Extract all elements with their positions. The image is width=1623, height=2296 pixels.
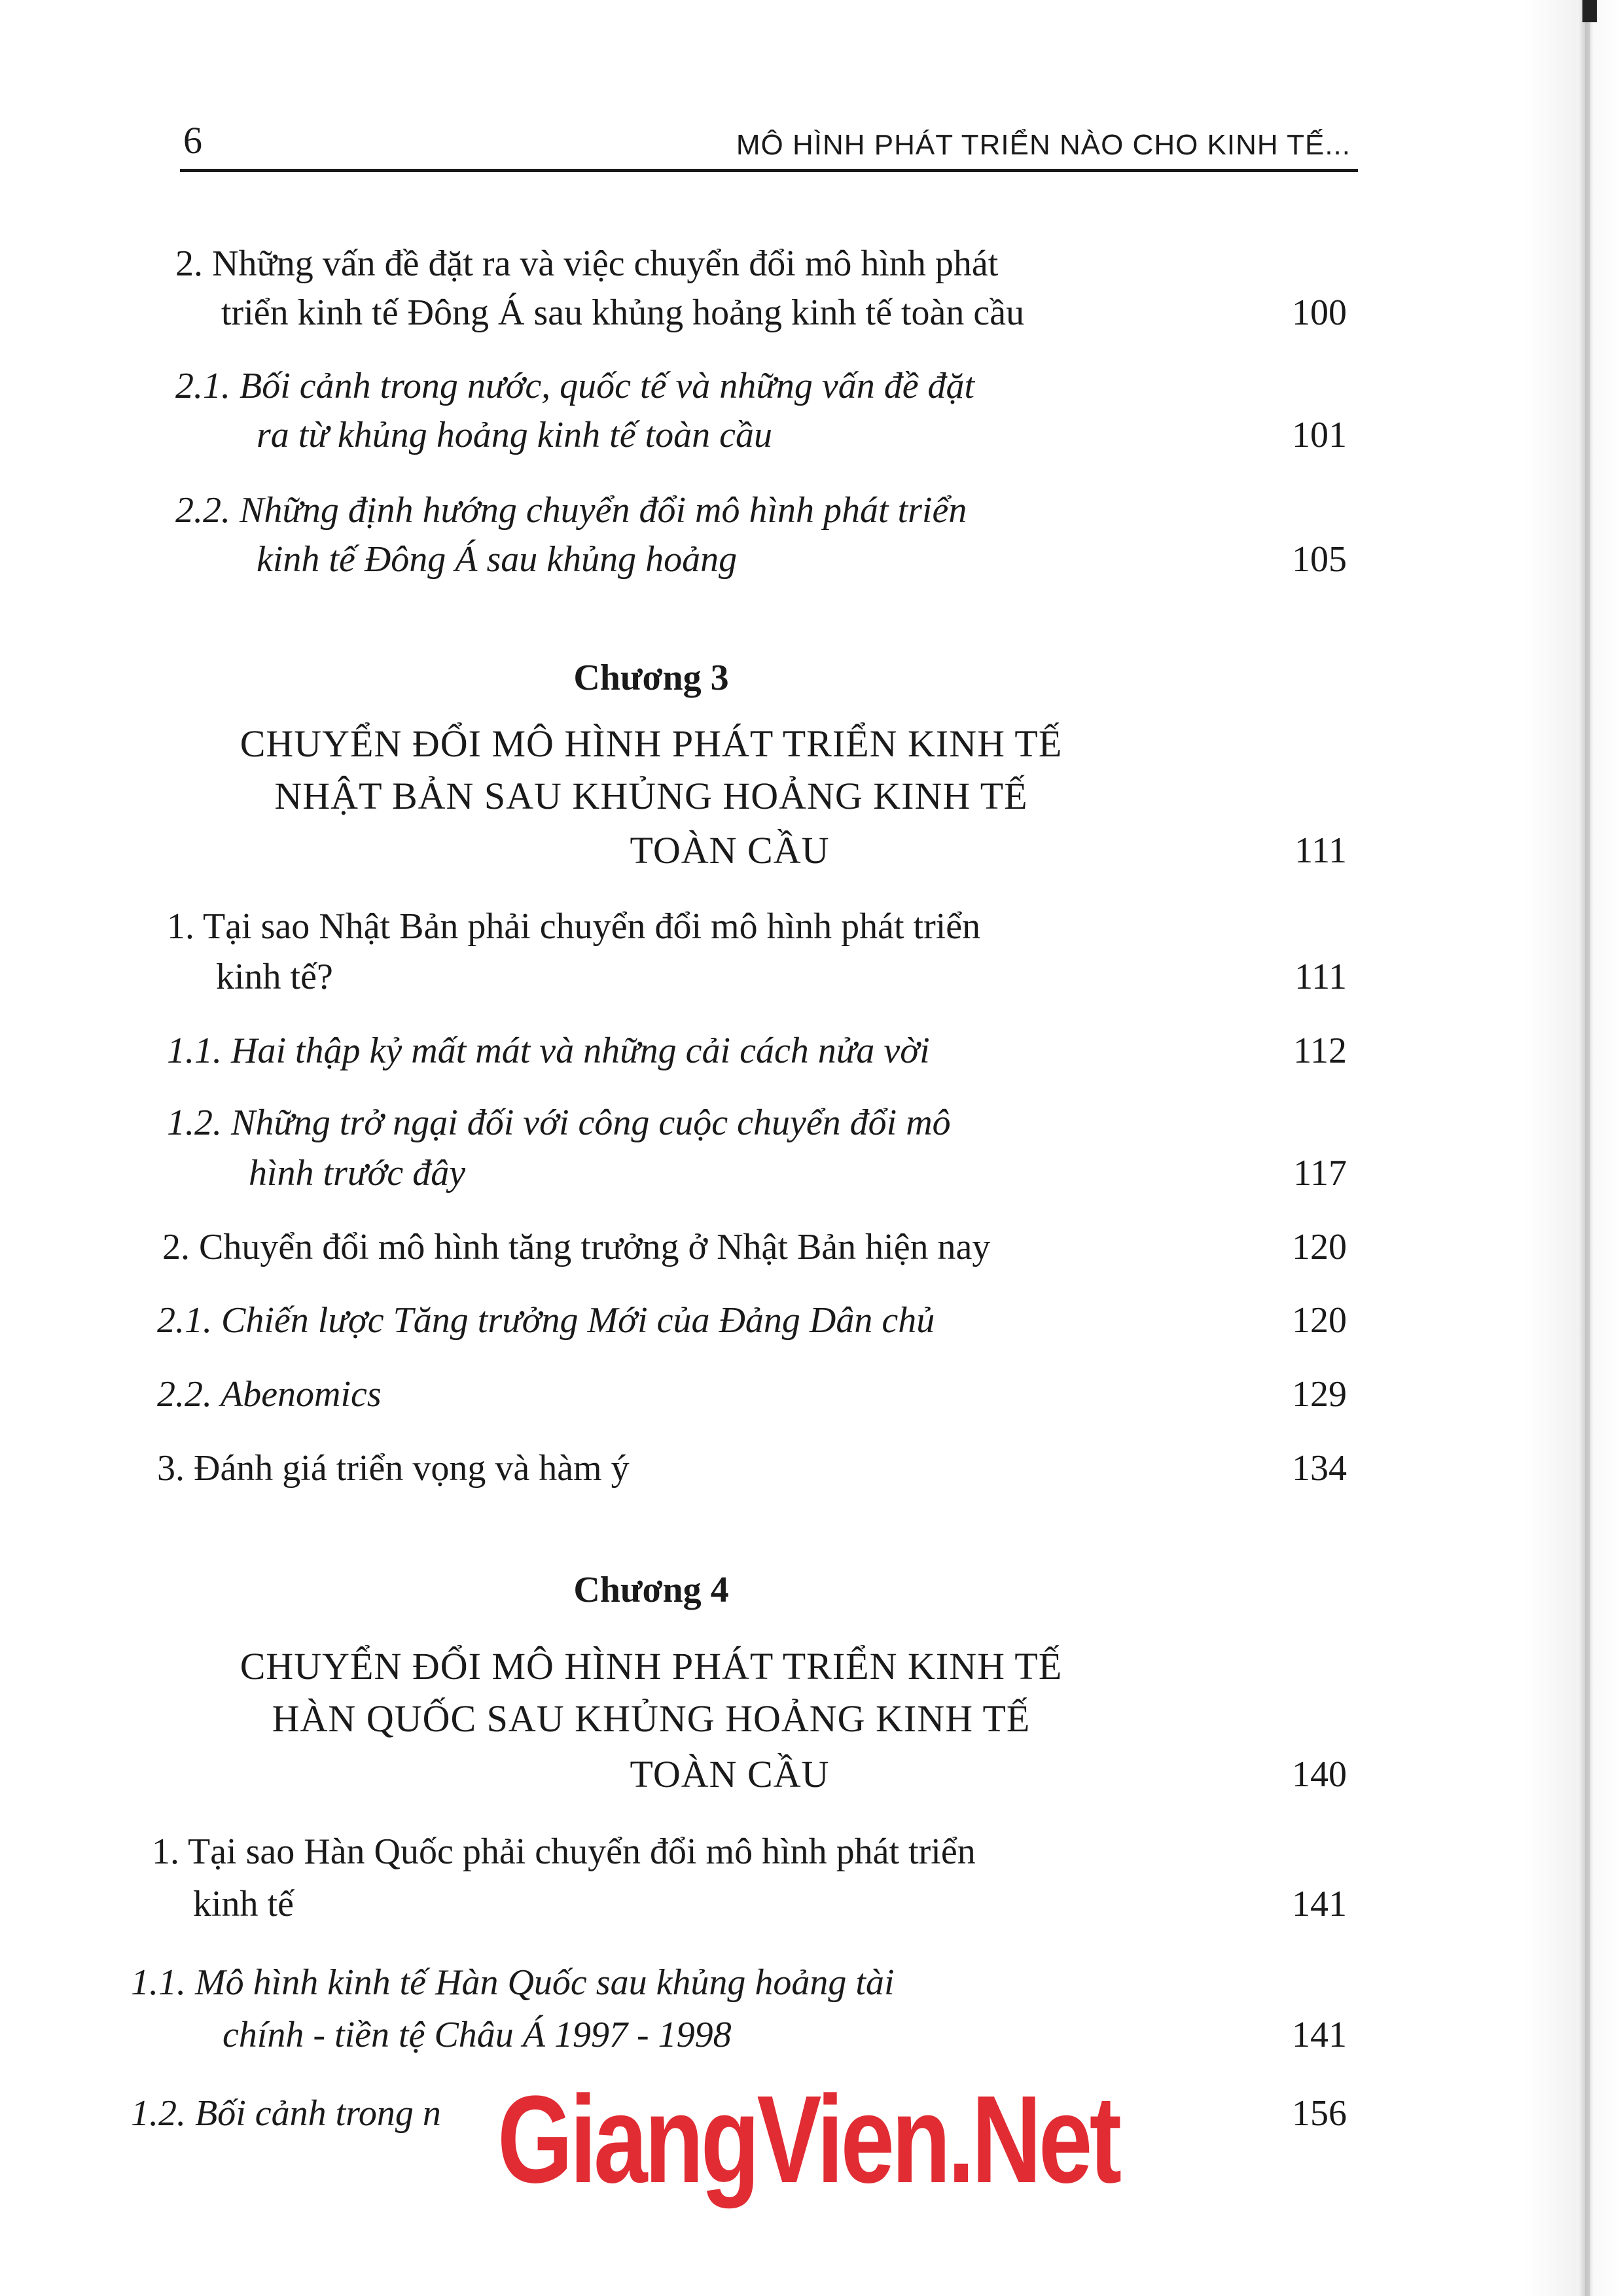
toc-c3-1-line1 (167, 902, 1358, 951)
toc-entry-text: 1.1. Hai thập kỷ mất mát và những cải cách nửa vời (167, 1031, 930, 1071)
header-rule (180, 169, 1358, 172)
toc-page-number: 112 (1293, 1031, 1347, 1071)
page-number: 6 (183, 119, 202, 162)
chapter-4-title-line3: TOÀN CẦU (630, 1753, 830, 1795)
running-title: MÔ HÌNH PHÁT TRIỂN NÀO CHO KINH TẾ... (736, 129, 1351, 161)
toc-entry-text: 2. Những vấn đề đặt ra và việc chuyển đổi mô hình phát (175, 243, 999, 284)
toc-entry-text: kinh tế? (216, 957, 333, 997)
toc-c4-1-1-line2 (223, 2010, 1347, 2060)
toc-entry-text: 2.2. Abenomics (157, 1374, 382, 1415)
toc-entry-2-2-line1 (175, 486, 1366, 535)
corner-mark (1582, 0, 1597, 22)
toc-c3-1-1 (167, 1026, 1347, 1076)
toc-entry-text: 2.1. Bối cảnh trong nước, quốc tế và những vấn đề đặt (175, 366, 975, 406)
book-spine-line (1585, 0, 1590, 2296)
toc-entry-text: kinh tế (193, 1884, 294, 1924)
toc-c4-1-line1 (152, 1827, 1343, 1877)
toc-c4-1-line2 (193, 1879, 1347, 1929)
toc-entry-text: triển kinh tế Đông Á sau khủng hoảng kinh tế toàn cầu (221, 292, 1025, 333)
toc-entry-2-line1 (175, 239, 1366, 289)
chapter-3-title-line2: NHẬT BẢN SAU KHỦNG HOẢNG KINH TẾ (274, 775, 1028, 817)
toc-entry-text: kinh tế Đông Á sau khủng hoảng (257, 539, 738, 580)
toc-entry-text: 1.1. Mô hình kinh tế Hàn Quốc sau khủng hoảng tài (131, 1962, 895, 2003)
toc-page-number: 141 (1292, 2015, 1347, 2055)
toc-c3-1-line2 (216, 952, 1347, 1002)
toc-page-number: 120 (1292, 1227, 1347, 1267)
toc-entry-text: 2.2. Những định hướng chuyển đổi mô hình phát triển (175, 490, 967, 531)
toc-c3-3 (157, 1443, 1347, 1493)
chapter-4-title-line1: CHUYỂN ĐỔI MÔ HÌNH PHÁT TRIỂN KINH TẾ (240, 1645, 1063, 1687)
toc-entry-text: 3. Đánh giá triển vọng và hàm ý (157, 1448, 630, 1489)
toc-entry-text: hình trước đây (249, 1153, 466, 1193)
chapter-3-label: Chương 3 (573, 658, 729, 698)
watermark-logo: GiangVien.Net (497, 2070, 1119, 2209)
page-header (177, 118, 1355, 183)
toc-entry-2-1-line1 (175, 361, 1366, 411)
toc-c3-2-1 (157, 1296, 1347, 1345)
toc-page-number: 141 (1292, 1884, 1347, 1924)
toc-entry-text: 2. Chuyển đổi mô hình tăng trưởng ở Nhật Bản hiện nay (162, 1227, 991, 1267)
toc-entry-2-1-line2 (257, 410, 1347, 460)
chapter-3-title-line1: CHUYỂN ĐỔI MÔ HÌNH PHÁT TRIỂN KINH TẾ (240, 722, 1063, 765)
toc-entry-2-2-line2 (257, 535, 1347, 584)
toc-entry-text: 2.1. Chiến lược Tăng trưởng Mới của Đảng Dân chủ (157, 1300, 935, 1341)
toc-page-number: 101 (1292, 415, 1347, 455)
toc-c3-1-2-line1 (167, 1098, 1358, 1148)
toc-page-number: 111 (1294, 830, 1347, 871)
toc-page-number: 134 (1292, 1448, 1347, 1489)
toc-page-number: 140 (1292, 1754, 1347, 1795)
page-edge-shadow (1525, 0, 1623, 2296)
toc-entry-text: 1.2. Những trở ngại đối với công cuộc chuyển đổi mô (167, 1103, 951, 1143)
toc-entry-text: 1.2. Bối cảnh trong n (131, 2093, 441, 2134)
chapter-3-title-line3: TOÀN CẦU (630, 829, 830, 872)
chapter-4-label: Chương 4 (573, 1570, 729, 1610)
toc-page-number: 156 (1292, 2093, 1347, 2134)
toc-c3-2-2 (157, 1369, 1347, 1419)
toc-entry-text: 1. Tại sao Nhật Bản phải chuyển đổi mô hình phát triển (167, 906, 981, 947)
toc-entry-text: chính - tiền tệ Châu Á 1997 - 1998 (223, 2015, 732, 2055)
toc-page-number: 129 (1292, 1374, 1347, 1415)
toc-c3-2 (162, 1222, 1347, 1272)
toc-entry-2-line2 (221, 288, 1347, 338)
toc-page-number: 117 (1293, 1153, 1347, 1193)
toc-page-number: 120 (1292, 1300, 1347, 1341)
toc-page-number: 111 (1294, 957, 1347, 997)
toc-page-number: 105 (1292, 539, 1347, 580)
toc-entry-text: ra từ khủng hoảng kinh tế toàn cầu (257, 415, 772, 455)
toc-entry-text: 1. Tại sao Hàn Quốc phải chuyển đổi mô hình phát triển (152, 1831, 976, 1872)
toc-page-number: 100 (1292, 292, 1347, 333)
toc-c4-1-1-line1 (131, 1958, 1322, 2007)
chapter-4-title-line2: HÀN QUỐC SAU KHỦNG HOẢNG KINH TẾ (272, 1697, 1031, 1740)
toc-c3-1-2-line2 (249, 1148, 1347, 1198)
